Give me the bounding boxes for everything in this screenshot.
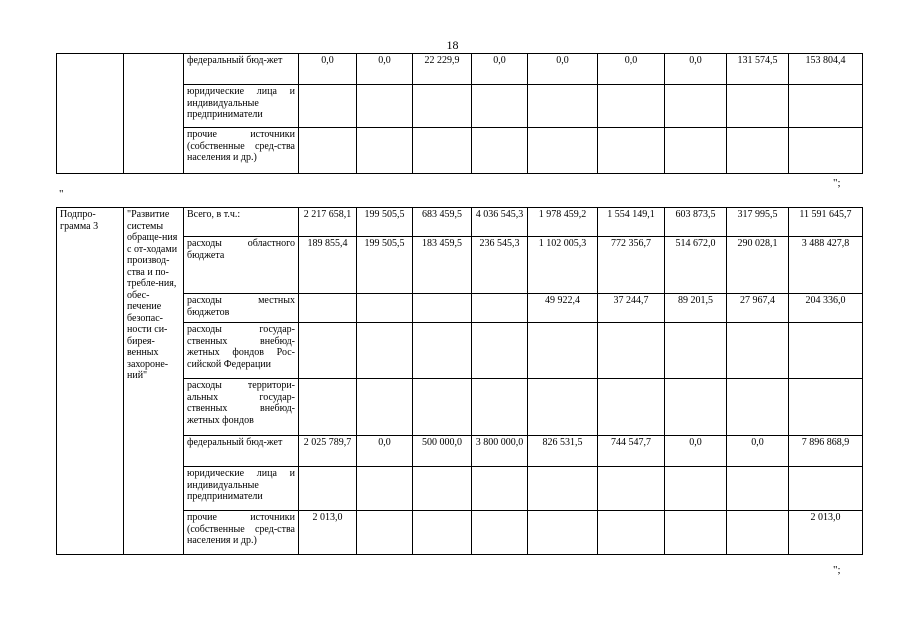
closing-quote-mark: "; [833,564,841,576]
value-cell: 37 244,7 [598,294,665,323]
source-label: прочие источники (собственные сред-ства населения и др.) [184,128,299,174]
value-cell: 0,0 [472,54,528,85]
value-cell: 199 505,5 [357,237,413,294]
value-cell: 772 356,7 [598,237,665,294]
page-number: 18 [446,38,459,52]
total-cell: 204 336,0 [789,294,863,323]
value-cell [727,511,789,555]
value-cell: 49 922,4 [528,294,598,323]
value-cell [598,467,665,511]
value-cell [528,511,598,555]
total-cell [789,379,863,436]
value-cell [528,85,598,128]
value-cell: 1 978 459,2 [528,208,598,237]
value-cell [528,467,598,511]
value-cell [413,128,472,174]
value-cell [413,379,472,436]
value-cell [528,128,598,174]
value-cell: 0,0 [528,54,598,85]
value-cell [727,128,789,174]
value-cell: 189 855,4 [299,237,357,294]
value-cell: 183 459,5 [413,237,472,294]
value-cell: 500 000,0 [413,436,472,467]
total-cell: 153 804,4 [789,54,863,85]
value-cell [357,85,413,128]
source-label: Всего, в т.ч.: [184,208,299,237]
value-cell [357,128,413,174]
total-cell [789,85,863,128]
value-cell: 1 102 005,3 [528,237,598,294]
program-name-cell: "Развитие системы обраще-ния с от-ходами производ-ства и по-требле-ния, обес-печение безопас-ности си-бирея-венных захороне-ний" [124,208,184,555]
value-cell [299,467,357,511]
table-row [57,54,863,85]
source-label: прочие источники (собственные сред-ства населения и др.) [184,511,299,555]
value-cell: 826 531,5 [528,436,598,467]
program-code-cell: Подпро-грамма 3 [57,208,124,555]
value-cell [727,379,789,436]
value-cell: 290 028,1 [727,237,789,294]
value-cell: 89 201,5 [665,294,727,323]
value-cell: 2 217 658,1 [299,208,357,237]
value-cell: 27 967,4 [727,294,789,323]
value-cell: 22 229,9 [413,54,472,85]
value-cell [665,379,727,436]
value-cell [528,323,598,379]
value-cell [357,379,413,436]
value-cell [299,85,357,128]
value-cell: 2 025 789,7 [299,436,357,467]
value-cell: 317 995,5 [727,208,789,237]
value-cell [357,467,413,511]
value-cell [598,85,665,128]
value-cell [357,511,413,555]
total-cell: 11 591 645,7 [789,208,863,237]
source-label: федеральный бюд-жет [184,54,299,85]
value-cell: 0,0 [665,54,727,85]
value-cell: 0,0 [299,54,357,85]
value-cell [598,128,665,174]
value-cell [413,85,472,128]
value-cell [357,323,413,379]
budget-table-continued [56,53,863,174]
value-cell [299,379,357,436]
value-cell: 0,0 [357,436,413,467]
value-cell: 4 036 545,3 [472,208,528,237]
total-cell: 2 013,0 [789,511,863,555]
value-cell [472,323,528,379]
value-cell: 514 672,0 [665,237,727,294]
value-cell [413,323,472,379]
value-cell: 2 013,0 [299,511,357,555]
value-cell: 603 873,5 [665,208,727,237]
subprogram-3-table [56,207,863,555]
value-cell [598,511,665,555]
total-cell: 7 896 868,9 [789,436,863,467]
value-cell: 1 554 149,1 [598,208,665,237]
value-cell [727,85,789,128]
value-cell [665,128,727,174]
value-cell: 3 800 000,0 [472,436,528,467]
value-cell [299,294,357,323]
value-cell [665,511,727,555]
total-cell [789,467,863,511]
opening-quote-mark: " [59,188,64,200]
value-cell: 0,0 [727,436,789,467]
value-cell [472,294,528,323]
value-cell [413,467,472,511]
closing-quote-mark: "; [833,177,841,189]
value-cell [665,85,727,128]
value-cell [472,85,528,128]
value-cell [472,511,528,555]
value-cell: 744 547,7 [598,436,665,467]
value-cell [598,323,665,379]
source-label: федеральный бюд-жет [184,436,299,467]
source-label: юридические лица и индивидуальные предприниматели [184,85,299,128]
source-label: расходы областного бюджета [184,237,299,294]
source-label: юридические лица и индивидуальные предприниматели [184,467,299,511]
source-label: расходы государ-ственных внебюд-жетных фондов Рос-сийской Федерации [184,323,299,379]
value-cell: 0,0 [598,54,665,85]
value-cell [528,379,598,436]
value-cell [665,467,727,511]
value-cell: 199 505,5 [357,208,413,237]
value-cell: 236 545,3 [472,237,528,294]
value-cell [472,128,528,174]
table-row [57,208,863,237]
program-name-cell [124,54,184,174]
value-cell [598,379,665,436]
total-cell: 3 488 427,8 [789,237,863,294]
value-cell [413,294,472,323]
value-cell [472,379,528,436]
value-cell: 0,0 [665,436,727,467]
value-cell [413,511,472,555]
source-label: расходы территори-альных государ-ственных внебюд-жетных фондов [184,379,299,436]
program-code-cell [57,54,124,174]
value-cell [472,467,528,511]
value-cell: 131 574,5 [727,54,789,85]
value-cell [665,323,727,379]
value-cell [299,128,357,174]
value-cell [299,323,357,379]
value-cell [727,467,789,511]
total-cell [789,323,863,379]
value-cell: 683 459,5 [413,208,472,237]
source-label: расходы местных бюджетов [184,294,299,323]
total-cell [789,128,863,174]
value-cell [727,323,789,379]
value-cell: 0,0 [357,54,413,85]
value-cell [357,294,413,323]
